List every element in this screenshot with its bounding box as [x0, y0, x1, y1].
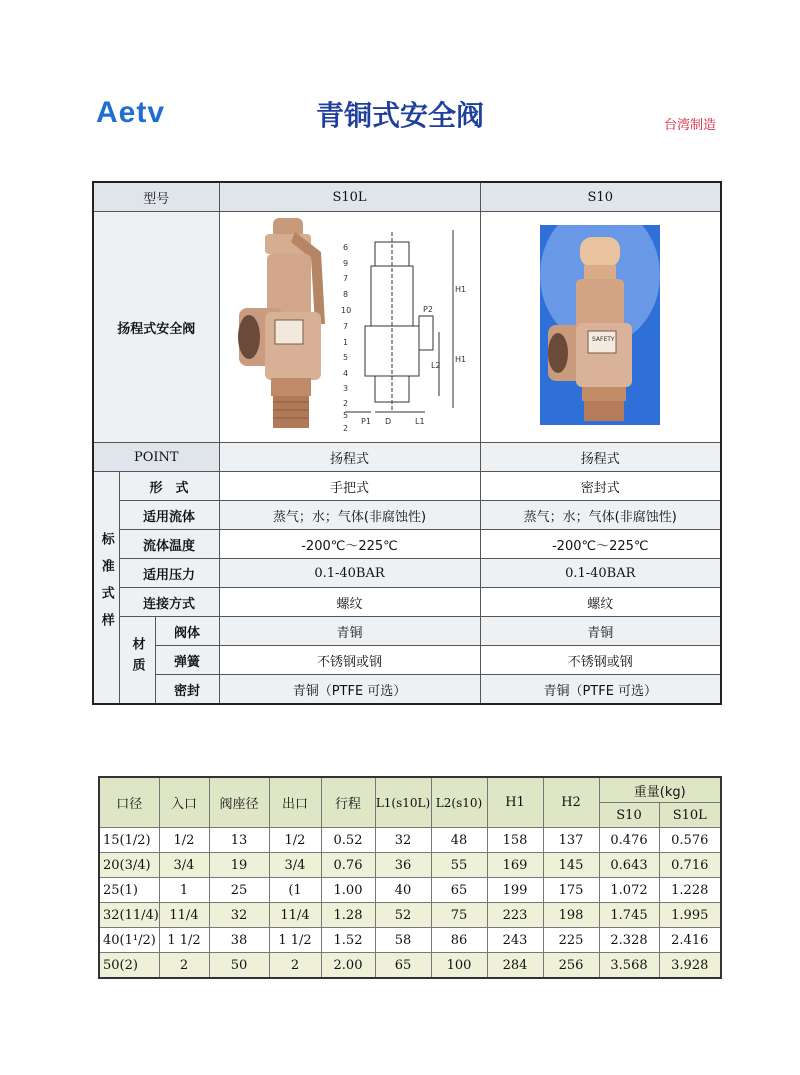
- dim-cell: 1 1/2: [159, 928, 209, 953]
- spec-row-s10: 0.1-40BAR: [480, 559, 721, 588]
- material-label: [119, 617, 155, 705]
- spec-row-s10: 螺纹: [480, 588, 721, 617]
- dim-cell: 0.716: [659, 853, 721, 878]
- s10-valve-image: [540, 225, 660, 425]
- dim-cell: 3.928: [659, 953, 721, 979]
- callout-3: 3: [342, 384, 348, 393]
- dim-cell: 86: [431, 928, 487, 953]
- spec-row-label: 形 式: [119, 472, 219, 501]
- dim-cell: 1.00: [321, 878, 375, 903]
- dim-cell: 50: [209, 953, 269, 979]
- dim-header: 阀座径: [209, 777, 269, 828]
- dim-cell: 1.52: [321, 928, 375, 953]
- dim-cell: 0.643: [599, 853, 659, 878]
- dim-header: 入口: [159, 777, 209, 828]
- dim-cell: 0.576: [659, 828, 721, 853]
- weight-sub-s10: S10: [599, 803, 659, 828]
- dim-cell: 55: [431, 853, 487, 878]
- drawing-callouts: [341, 243, 466, 433]
- dim-cell: 1.745: [599, 903, 659, 928]
- spec-row-s10: -200℃～225℃: [480, 530, 721, 559]
- dim-cell: 225: [543, 928, 599, 953]
- dim-cell: 145: [543, 853, 599, 878]
- dim-cell: 2.00: [321, 953, 375, 979]
- dim-cell-size: 40(1¹/2): [99, 928, 159, 953]
- dim-cell: 1: [159, 878, 209, 903]
- callout-1: 1: [342, 338, 348, 347]
- dim-header: H1: [487, 777, 543, 828]
- dim-cell: 0.476: [599, 828, 659, 853]
- dim-cell: 3.568: [599, 953, 659, 979]
- standard-style-text: 标准式样: [98, 531, 114, 640]
- callout-9: 9: [342, 259, 348, 268]
- callout-d: D: [384, 417, 391, 426]
- point-label: POINT: [93, 443, 219, 472]
- callout-10: 10: [340, 306, 351, 315]
- dim-cell: 40: [375, 878, 431, 903]
- spec-row-s10l: 0.1-40BAR: [219, 559, 480, 588]
- model-s10l: S10L: [219, 182, 480, 212]
- dim-cell: 32: [375, 828, 431, 853]
- dim-cell-size: 32(11/4): [99, 903, 159, 928]
- spec-row-s10l: -200℃～225℃: [219, 530, 480, 559]
- dim-cell: 75: [431, 903, 487, 928]
- dim-cell: 169: [487, 853, 543, 878]
- spec-row-s10l: 螺纹: [219, 588, 480, 617]
- dim-cell: 137: [543, 828, 599, 853]
- weight-sub-s10l: S10L: [659, 803, 721, 828]
- dim-cell: 38: [209, 928, 269, 953]
- spec-row-label: 流体温度: [119, 530, 219, 559]
- spec-row-label: 连接方式: [119, 588, 219, 617]
- dim-cell: 2.328: [599, 928, 659, 953]
- dim-cell: 65: [375, 953, 431, 979]
- callout-8: 8: [342, 290, 348, 299]
- dim-cell: 1 1/2: [269, 928, 321, 953]
- spec-row-s10l: 蒸气；水；气体(非腐蚀性): [219, 501, 480, 530]
- dim-cell: 58: [375, 928, 431, 953]
- type-label: 扬程式安全阀: [93, 212, 219, 443]
- s10l-technical-drawing: [342, 230, 453, 412]
- dim-cell: 65: [431, 878, 487, 903]
- material-row-s10l: 不锈钢或钢: [219, 646, 480, 675]
- made-in-label: 台湾制造: [664, 118, 717, 133]
- dim-cell: 199: [487, 878, 543, 903]
- dim-cell: (1: [269, 878, 321, 903]
- dim-cell: 0.76: [321, 853, 375, 878]
- dim-cell: 198: [543, 903, 599, 928]
- material-row-s10l: 青铜: [219, 617, 480, 646]
- dim-cell: 3/4: [269, 853, 321, 878]
- dim-cell: 158: [487, 828, 543, 853]
- standard-style-label: [93, 472, 119, 705]
- dim-row: [99, 953, 721, 979]
- callout-2b: 2: [342, 424, 348, 433]
- callout-p1: P1: [360, 417, 371, 426]
- dim-cell-size: 20(3/4): [99, 853, 159, 878]
- dim-row: [99, 928, 721, 953]
- material-text: 材质: [129, 637, 145, 679]
- dim-cell: 100: [431, 953, 487, 979]
- dim-cell: 52: [375, 903, 431, 928]
- s10l-image-cell: [219, 212, 480, 443]
- dim-cell: 256: [543, 953, 599, 979]
- point-s10l: 扬程式: [219, 443, 480, 472]
- callout-6: 6: [342, 243, 348, 252]
- material-row-s10l: 青铜（PTFE 可选）: [219, 675, 480, 705]
- dim-cell: 36: [375, 853, 431, 878]
- nameplate-text: SAFETY: [592, 336, 615, 343]
- callout-5: 5: [342, 353, 348, 362]
- material-row-label: 阀体: [155, 617, 219, 646]
- dim-cell: 1.28: [321, 903, 375, 928]
- material-row-s10: 青铜: [480, 617, 721, 646]
- spec-row-s10: 蒸气；水；气体(非腐蚀性): [480, 501, 721, 530]
- dim-cell-size: 50(2): [99, 953, 159, 979]
- material-row-label: 弹簧: [155, 646, 219, 675]
- dim-cell: 3/4: [159, 853, 209, 878]
- spec-row-s10l: 手把式: [219, 472, 480, 501]
- dim-cell: 243: [487, 928, 543, 953]
- callout-2: 2: [342, 399, 348, 408]
- callout-h1-a: H1: [454, 285, 466, 294]
- dim-cell: 2: [159, 953, 209, 979]
- s10l-valve-image: [225, 212, 475, 438]
- dim-row: [99, 828, 721, 853]
- dim-cell: 19: [209, 853, 269, 878]
- dim-cell: 175: [543, 878, 599, 903]
- dim-cell-size: 25(1): [99, 878, 159, 903]
- callout-5b: 5: [342, 411, 348, 420]
- dim-row: [99, 853, 721, 878]
- spec-table: [92, 181, 722, 705]
- dim-cell-size: 15(1/2): [99, 828, 159, 853]
- dim-row: [99, 903, 721, 928]
- brand-logo: Aetv: [96, 96, 166, 129]
- dim-cell: 1/2: [159, 828, 209, 853]
- s10l-valve-photo: [238, 218, 325, 428]
- dim-row: [99, 878, 721, 903]
- point-s10: 扬程式: [480, 443, 721, 472]
- dim-cell: 0.52: [321, 828, 375, 853]
- callout-l1: L1: [414, 417, 425, 426]
- dim-cell: 1.072: [599, 878, 659, 903]
- model-s10: S10: [480, 182, 721, 212]
- dim-header: H2: [543, 777, 599, 828]
- dim-cell: 223: [487, 903, 543, 928]
- callout-7: 7: [342, 274, 348, 283]
- dim-cell: 1.228: [659, 878, 721, 903]
- dim-cell: 284: [487, 953, 543, 979]
- dim-cell: 1/2: [269, 828, 321, 853]
- material-row-s10: 青铜（PTFE 可选）: [480, 675, 721, 705]
- dim-cell: 11/4: [269, 903, 321, 928]
- callout-4: 4: [342, 369, 348, 378]
- callout-7b: 7: [342, 322, 348, 331]
- dim-header: 口径: [99, 777, 159, 828]
- material-row-label: 密封: [155, 675, 219, 705]
- spec-row-label: 适用流体: [119, 501, 219, 530]
- callout-l2: L2: [430, 361, 441, 370]
- material-row-s10: 不锈钢或钢: [480, 646, 721, 675]
- spec-row-s10: 密封式: [480, 472, 721, 501]
- page-title: 青铜式安全阀: [315, 99, 484, 132]
- dim-cell: 2: [269, 953, 321, 979]
- dim-cell: 11/4: [159, 903, 209, 928]
- weight-header: 重量(kg): [599, 777, 721, 803]
- dim-cell: 1.995: [659, 903, 721, 928]
- dim-header: L1(s10L): [375, 777, 431, 828]
- callout-p2: P2: [422, 305, 433, 314]
- dim-cell: 13: [209, 828, 269, 853]
- spec-row-label: 适用压力: [119, 559, 219, 588]
- callout-h1-b: H1: [454, 355, 466, 364]
- dim-header: L2(s10): [431, 777, 487, 828]
- dim-cell: 32: [209, 903, 269, 928]
- s10-image-cell: [480, 212, 721, 443]
- model-label: 型号: [93, 182, 219, 212]
- dim-cell: 2.416: [659, 928, 721, 953]
- dim-cell: 25: [209, 878, 269, 903]
- dim-cell: 48: [431, 828, 487, 853]
- dim-header: 出口: [269, 777, 321, 828]
- dimension-table: [98, 776, 722, 979]
- dim-header: 行程: [321, 777, 375, 828]
